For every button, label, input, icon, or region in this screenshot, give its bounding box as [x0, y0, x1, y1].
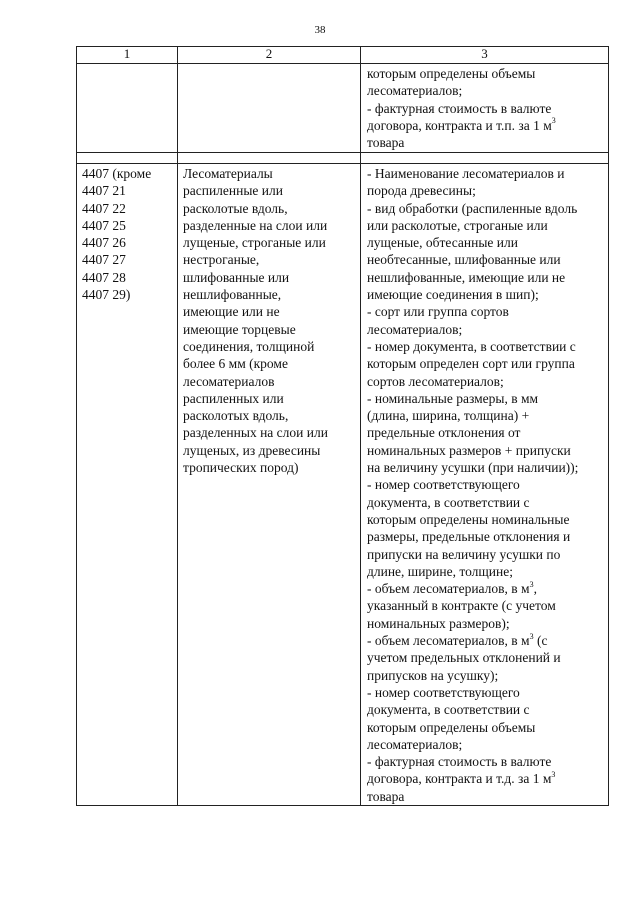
text-fragment: размеры, предельные отклонения и: [367, 529, 571, 545]
spacer-row: [77, 153, 609, 164]
text-fragment: длине, ширине, толщине;: [367, 563, 513, 579]
text-line: [367, 528, 603, 545]
text-line: [367, 719, 603, 736]
text-line: [82, 182, 172, 199]
text-fragment: нестроганые,: [183, 252, 260, 268]
text-line: [367, 303, 603, 320]
text-fragment: лущеных, из древесины: [183, 442, 321, 458]
text-fragment: - номинальные размеры, в мм: [367, 390, 539, 406]
text-fragment: которым определены номинальные: [367, 511, 570, 527]
continuation-col-1: [77, 64, 178, 153]
text-fragment: ,: [533, 581, 537, 597]
text-fragment: номинальных размеров + припуски: [367, 442, 571, 458]
text-fragment: указанный в контракте (с учетом: [367, 598, 556, 614]
text-fragment: имеющие или не: [183, 304, 280, 320]
text-fragment: необтесанные, шлифованные или: [367, 252, 561, 268]
text-fragment: лесоматериалов;: [367, 736, 463, 752]
text-line: лесоматериалов;: [367, 83, 463, 99]
text-line: [183, 424, 355, 441]
text-line: [82, 200, 172, 217]
text-fragment: соединения, толщиной: [183, 338, 315, 354]
text-line: [183, 459, 355, 476]
text-line: [367, 476, 603, 493]
text-line: [367, 182, 603, 199]
table-header-row: [77, 47, 609, 64]
text-fragment: разделенных на слои или: [183, 425, 328, 441]
text-line: [367, 321, 603, 338]
text-line: [183, 321, 355, 338]
text-fragment: сортов лесоматериалов;: [367, 373, 504, 389]
required-info-cell: [361, 164, 609, 806]
text-fragment: более 6 мм (кроме: [183, 356, 288, 372]
text-line: [183, 373, 355, 390]
superscript: 3: [551, 116, 556, 126]
text-line: [183, 338, 355, 355]
text-fragment: 4407 29): [82, 287, 131, 303]
text-line: [367, 442, 603, 459]
text-line: [183, 200, 355, 217]
text-fragment: 4407 25: [82, 217, 126, 233]
superscript: 3: [529, 631, 534, 641]
text-line: [367, 753, 603, 770]
text-line: [367, 546, 603, 563]
text-fragment: - фактурная стоимость в валюте: [367, 754, 552, 770]
text-fragment: - объем лесоматериалов, в м: [367, 581, 530, 597]
text-fragment: предельные отклонения от: [367, 425, 521, 441]
text-fragment: шлифованные или: [183, 269, 290, 285]
header-col-3: 3: [361, 47, 609, 64]
text-fragment: 4407 21: [82, 183, 126, 199]
text-line: [183, 355, 355, 372]
text-line: [367, 217, 603, 234]
text-line: [183, 251, 355, 268]
text-fragment: которым определен сорт или группа: [367, 356, 575, 372]
text-fragment: расколотых вдоль,: [183, 408, 289, 424]
text-fragment: 4407 22: [82, 200, 126, 216]
text-fragment: 4407 (кроме: [82, 166, 152, 181]
text-line: - фактурная стоимость в валюте: [367, 100, 552, 116]
text-fragment: - сорт или группа сортов: [367, 304, 509, 320]
text-fragment: нешлифованные,: [183, 287, 282, 303]
text-line: [367, 580, 603, 597]
text-fragment: 4407 27: [82, 252, 126, 268]
text-line: [367, 424, 603, 441]
table-row: [77, 164, 609, 806]
text-fragment: имеющие соединения в шип);: [367, 287, 539, 303]
text-line: [183, 182, 355, 199]
continuation-row: [77, 64, 609, 153]
text-fragment: лущеные, обтесанные или: [367, 235, 518, 251]
text-line: [82, 234, 172, 251]
continuation-col-2: [178, 64, 361, 153]
text-line: [82, 251, 172, 268]
superscript: 3: [529, 579, 534, 589]
text-line: [367, 649, 603, 666]
page-number: 38: [314, 24, 326, 36]
text-fragment: тропических пород): [183, 460, 299, 476]
text-line: [183, 269, 355, 286]
text-fragment: 4407 26: [82, 235, 126, 251]
text-line: [367, 701, 603, 718]
text-fragment: договора, контракта и т.п. за 1 м: [367, 117, 552, 133]
goods-description-cell: [178, 164, 361, 806]
text-fragment: лесоматериалов;: [367, 321, 463, 337]
text-line: [183, 442, 355, 459]
text-line: [367, 632, 603, 649]
text-fragment: - номер соответствующего: [367, 477, 520, 493]
text-fragment: (с: [533, 633, 548, 649]
document-table: [76, 46, 609, 806]
text-line: [367, 234, 603, 251]
text-fragment: припуски на величину усушки по: [367, 546, 561, 562]
text-line: [82, 286, 172, 303]
text-fragment: расколотые вдоль,: [183, 200, 288, 216]
text-line: [367, 373, 603, 390]
text-fragment: учетом предельных отклонений и: [367, 650, 561, 666]
text-line: [367, 511, 603, 528]
text-fragment: - вид обработки (распиленные вдоль: [367, 200, 578, 216]
text-line: [367, 684, 603, 701]
text-line: [367, 494, 603, 511]
text-line: [367, 788, 603, 805]
text-line: [183, 165, 355, 182]
text-line: [82, 217, 172, 234]
text-fragment: - Наименование лесоматериалов и: [367, 166, 565, 181]
text-line: [183, 217, 355, 234]
text-line: [367, 770, 603, 787]
text-fragment: документа, в соответствии с: [367, 494, 530, 510]
text-line: [367, 390, 603, 407]
text-line: [183, 390, 355, 407]
text-fragment: документа, в соответствии с: [367, 702, 530, 718]
text-line: [367, 459, 603, 476]
text-fragment: - номер документа, в соответствии с: [367, 338, 576, 354]
text-fragment: - номер соответствующего: [367, 684, 520, 700]
text-fragment: лущеные, строганые или: [183, 235, 326, 251]
text-line: [367, 251, 603, 268]
text-fragment: разделенные на слои или: [183, 217, 328, 233]
text-line: [367, 615, 603, 632]
text-line: которым определены объемы: [367, 66, 536, 81]
text-fragment: распиленные или: [183, 183, 283, 199]
text-fragment: припусков на усушку);: [367, 667, 499, 683]
text-line: [367, 407, 603, 424]
continuation-col-3: [361, 64, 609, 153]
text-line: [367, 667, 603, 684]
text-fragment: (длина, ширина, толщина) +: [367, 408, 530, 424]
header-col-1: 1: [77, 47, 178, 64]
text-fragment: которым определены объемы: [367, 719, 536, 735]
text-fragment: лесоматериалов: [183, 373, 275, 389]
text-line: [367, 355, 603, 372]
text-fragment: Лесоматериалы: [183, 166, 273, 181]
text-line: [367, 563, 603, 580]
text-line: [367, 165, 603, 182]
text-line: [367, 269, 603, 286]
text-fragment: нешлифованные, имеющие или не: [367, 269, 566, 285]
text-line: [183, 407, 355, 424]
text-fragment: 4407 28: [82, 269, 126, 285]
text-line: [367, 117, 603, 134]
text-line: [367, 736, 603, 753]
text-line: [367, 286, 603, 303]
text-fragment: или расколотые, строганые или: [367, 217, 548, 233]
tnved-code-cell: [77, 164, 178, 806]
text-line: [82, 165, 172, 182]
text-fragment: распиленных или: [183, 390, 284, 406]
text-fragment: договора, контракта и т.д. за 1 м: [367, 771, 552, 787]
text-fragment: номинальных размеров);: [367, 615, 510, 631]
text-fragment: порода древесины;: [367, 183, 476, 199]
text-fragment: - объем лесоматериалов, в м: [367, 633, 530, 649]
text-line: [367, 338, 603, 355]
text-line: [183, 303, 355, 320]
text-line: [82, 269, 172, 286]
header-col-2: 2: [178, 47, 361, 64]
text-fragment: на величину усушки (при наличии));: [367, 460, 579, 476]
superscript: 3: [551, 769, 556, 779]
text-line: [183, 234, 355, 251]
text-line: [183, 286, 355, 303]
text-line: товара: [367, 135, 405, 151]
text-fragment: товара: [367, 788, 405, 804]
text-line: [367, 200, 603, 217]
text-fragment: имеющие торцевые: [183, 321, 296, 337]
text-line: [367, 597, 603, 614]
